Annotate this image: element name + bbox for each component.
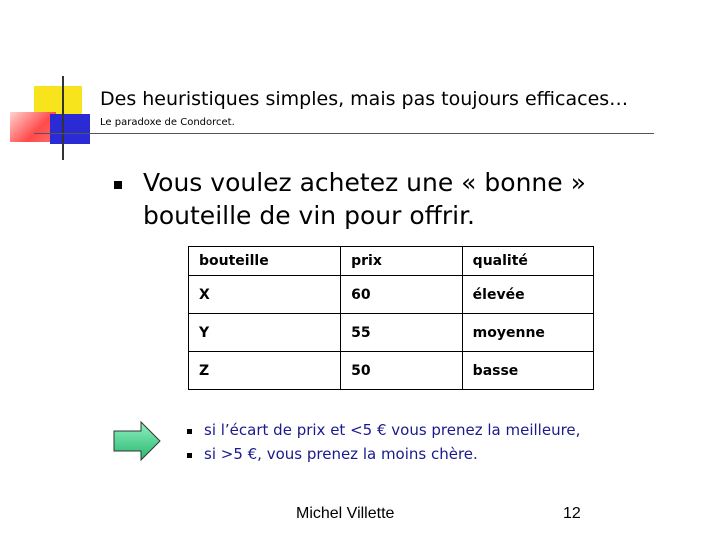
table-header-cell: prix	[341, 247, 463, 276]
table-header-row	[189, 247, 594, 276]
table-header-cell: bouteille	[189, 247, 341, 276]
square-bullet-icon	[114, 181, 122, 189]
square-bullet-icon	[187, 453, 192, 458]
table-row	[189, 352, 594, 390]
slide-subtitle: Le paradoxe de Condorcet.	[100, 117, 235, 128]
logo-vertical-line	[62, 76, 64, 160]
table-cell: 50	[341, 352, 463, 390]
header-divider	[34, 133, 654, 134]
slide-title: Des heuristiques simples, mais pas toujours efficaces…	[100, 88, 629, 110]
footer-author: Michel Villette	[296, 505, 395, 522]
table-cell: moyenne	[462, 314, 593, 352]
table-cell: 55	[341, 314, 463, 352]
wine-table	[188, 246, 594, 390]
right-arrow-icon	[113, 421, 161, 461]
table-cell: X	[189, 276, 341, 314]
square-bullet-icon	[187, 429, 192, 434]
table-row	[189, 314, 594, 352]
table-cell: élevée	[462, 276, 593, 314]
sub-bullet-text: si >5 €, vous prenez la moins chère.	[204, 445, 478, 463]
table-row	[189, 276, 594, 314]
table-cell: basse	[462, 352, 593, 390]
table-header-cell: qualité	[462, 247, 593, 276]
table-cell: Y	[189, 314, 341, 352]
table-cell: 60	[341, 276, 463, 314]
sub-bullet-text: si l’écart de prix et <5 € vous prenez la meilleure,	[204, 421, 581, 439]
table-cell: Z	[189, 352, 341, 390]
page-number: 12	[563, 505, 581, 522]
logo-blue-square	[50, 114, 90, 144]
main-bullet-text: Vous voulez achetez une « bonne » bouteille de vin pour offrir.	[143, 168, 586, 230]
